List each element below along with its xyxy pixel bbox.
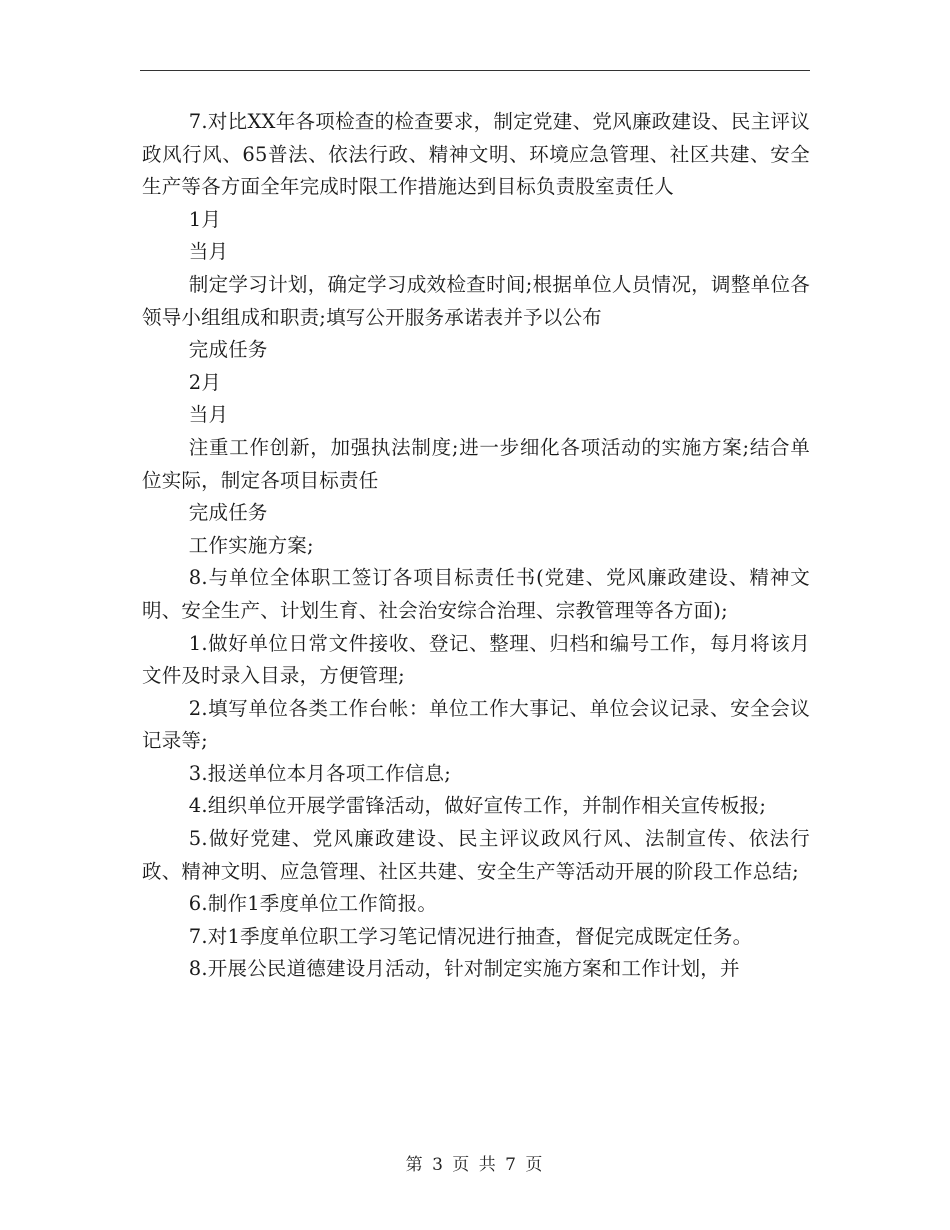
paragraph-7: 当月: [188, 403, 229, 427]
paragraph-11: 8.与单位全体职工签订各项目标责任书(党建、党风廉政建设、精神文明、安全生产、计划生育、社会治安综合治理、宗教管理等各方面);: [142, 566, 810, 622]
paragraph-18: 7.对1季度单位职工学习笔记情况进行抽查，督促完成既定任务。: [188, 924, 753, 948]
paragraph-8: 注重工作创新，加强执法制度;进一步细化各项活动的实施方案;结合单位实际，制定各项目标责任: [142, 435, 810, 492]
paragraph-9: 完成任务: [188, 501, 268, 525]
paragraph-14: 3.报送单位本月各项工作信息;: [188, 761, 451, 785]
paragraph-15: 4.组织单位开展学雷锋活动，做好宣传工作，并制作相关宣传板报;: [188, 794, 767, 818]
paragraph-12: 1.做好单位日常文件接收、登记、整理、归档和编号工作，每月将该月文件及时录入目录，方便管理;: [142, 631, 810, 688]
paragraph-2: 1月: [188, 207, 222, 231]
body-text: [142, 106, 810, 986]
paragraph-6: 2月: [188, 370, 222, 394]
paragraph-5: 完成任务: [188, 338, 268, 362]
paragraph-19: 8.开展公民道德建设月活动，针对制定实施方案和工作计划，并: [188, 957, 740, 981]
paragraph-10: 工作实施方案;: [188, 533, 314, 557]
paragraph-17: 6.制作1季度单位工作简报。: [188, 892, 438, 916]
paragraph-3: 当月: [188, 240, 229, 264]
paragraph-16: 5.做好党建、党风廉政建设、民主评议政风行风、法制宣传、依法行政、精神文明、应急管理、社区共建、安全生产等活动开展的阶段工作总结;: [142, 827, 810, 883]
header-rule: [140, 70, 810, 71]
paragraph-1: 7.对比XX年各项检查的检查要求，制定党建、党风廉政建设、民主评议政风行风、65普法、依法行政、精神文明、环境应急管理、社区共建、安全生产等各方面全年完成时限工作措施达到目标负责股室责任人: [142, 110, 810, 199]
page-number: 第 3 页 共 7 页: [405, 1155, 545, 1175]
paragraph-13: 2.填写单位各类工作台帐：单位工作大事记、单位会议记录、安全会议记录等;: [142, 696, 810, 753]
paragraph-4: 制定学习计划，确定学习成效检查时间;根据单位人员情况，调整单位各领导小组组成和职责;填写公开服务承诺表并予以公布: [142, 272, 810, 329]
